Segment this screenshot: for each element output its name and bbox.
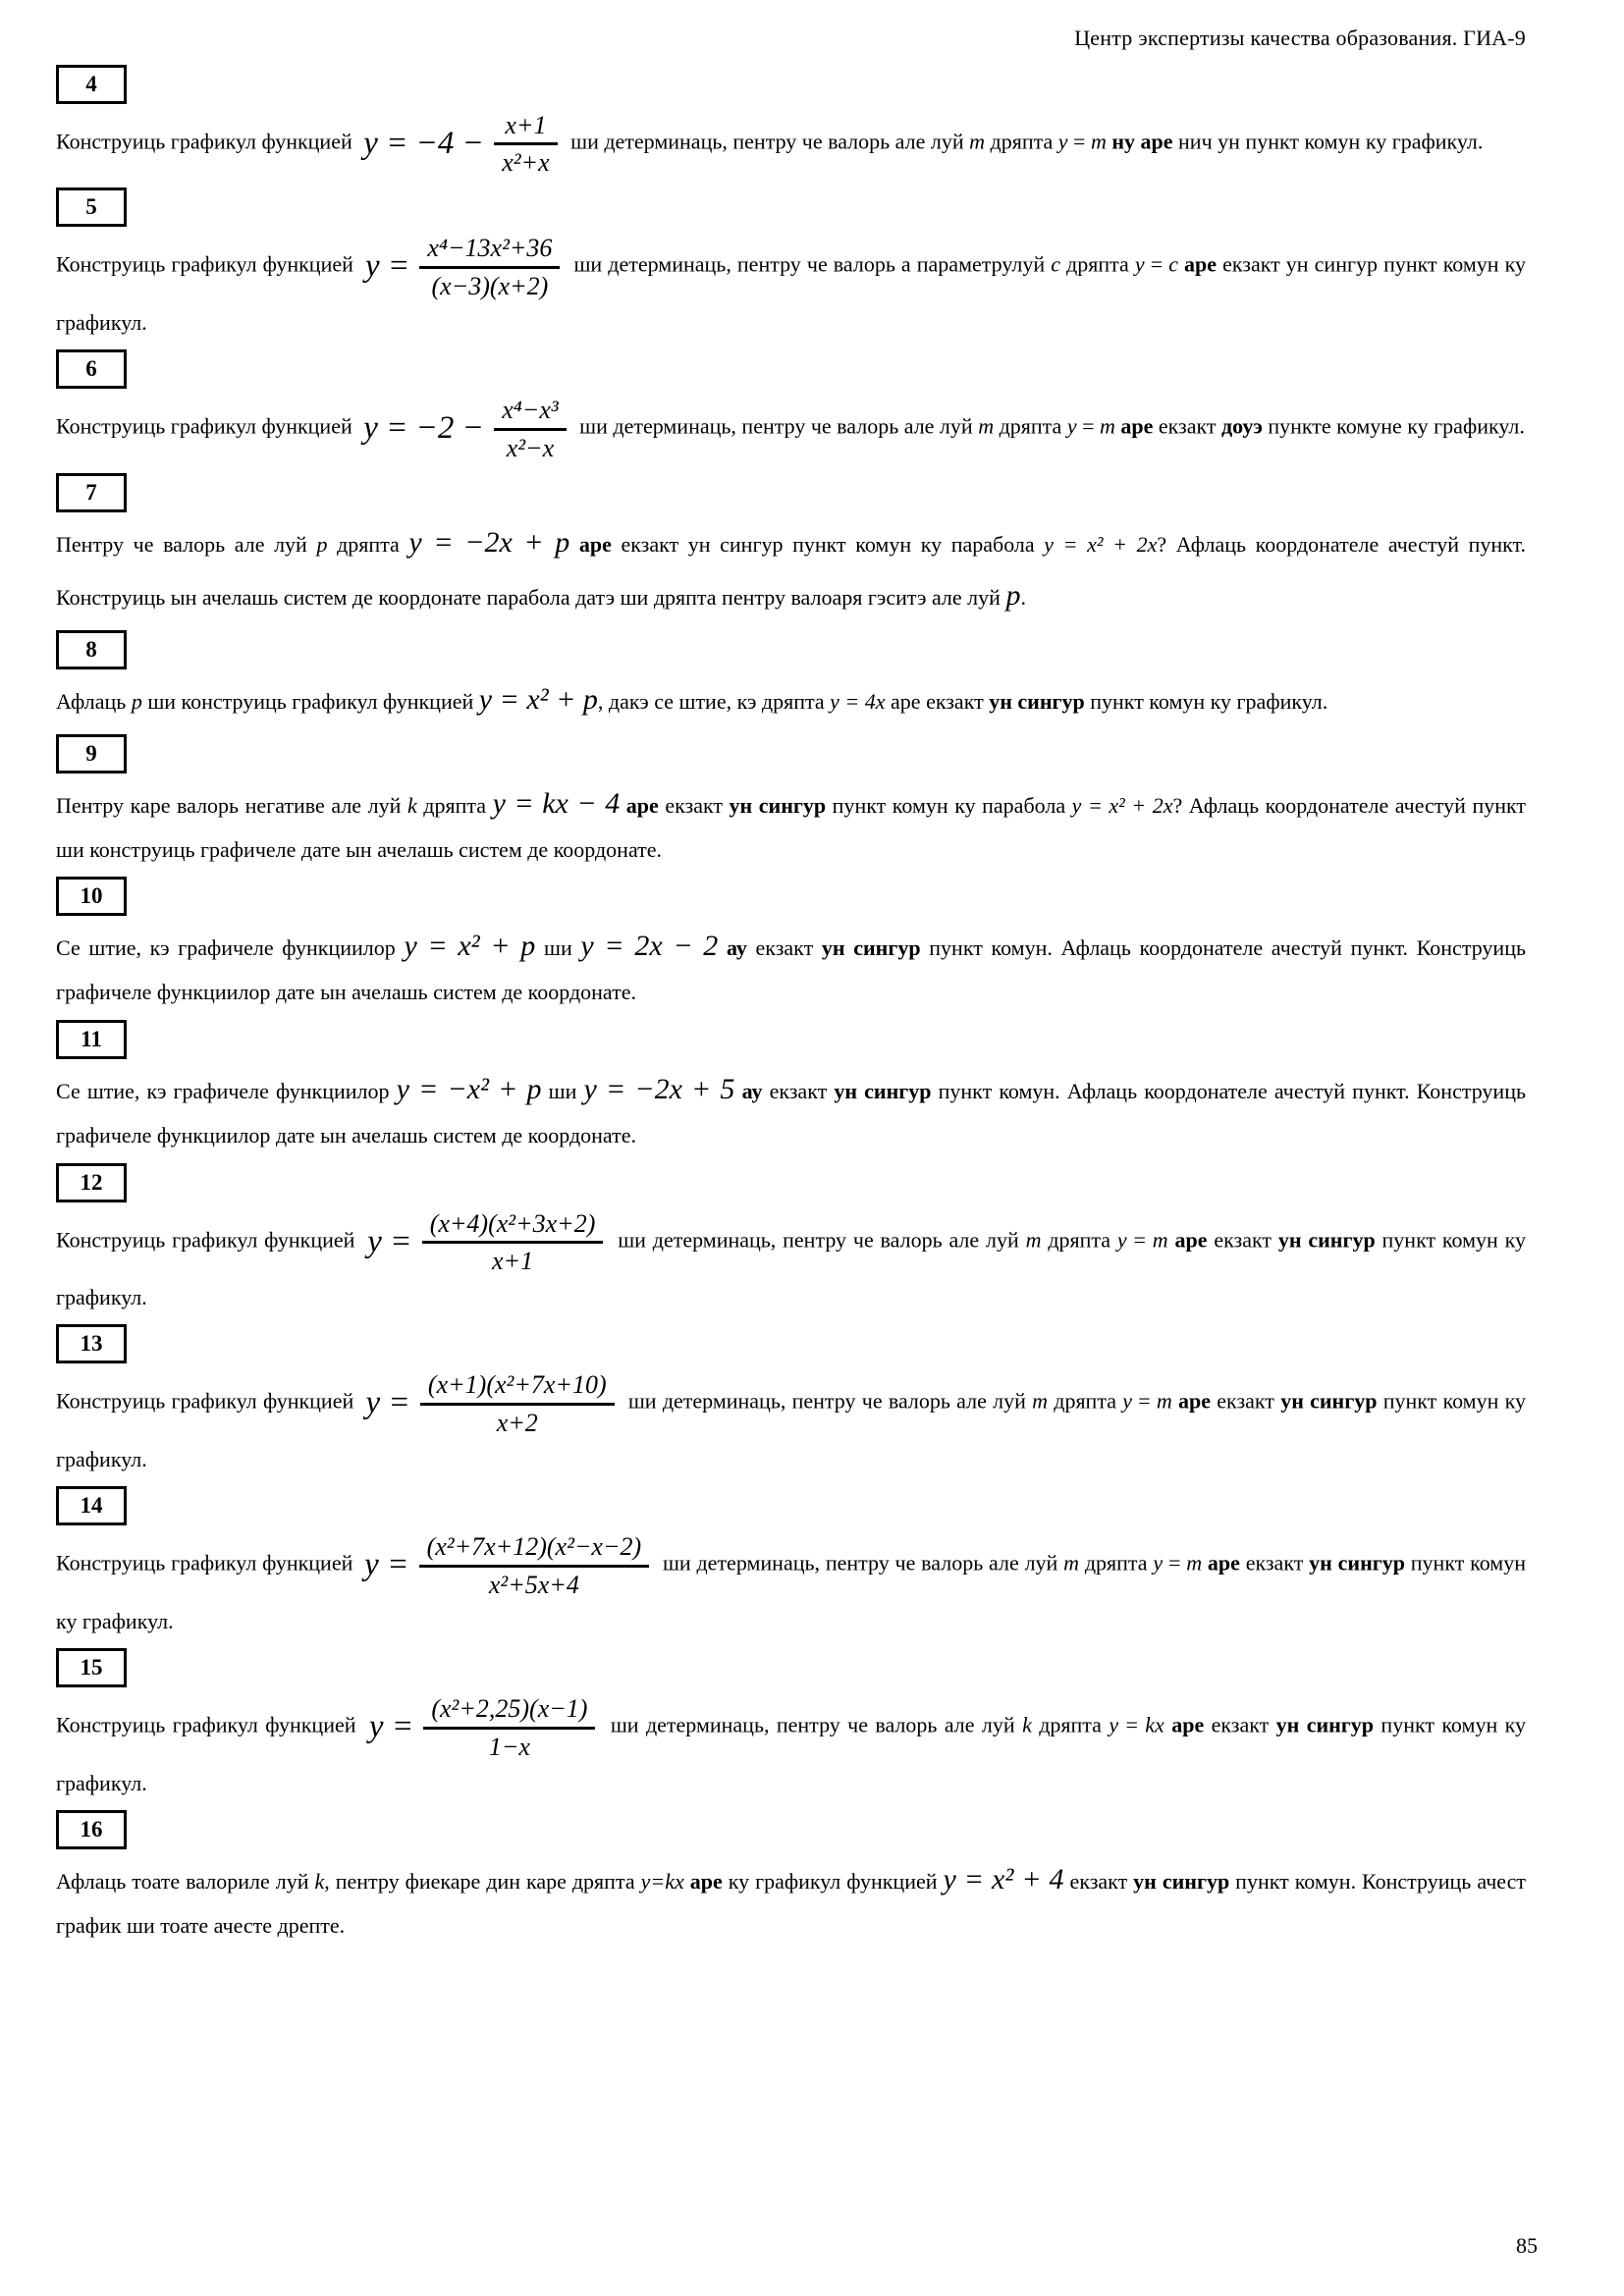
problem-text <box>56 108 1526 180</box>
problem-number: 4 <box>85 72 97 96</box>
text-run-italic: y <box>1066 414 1077 440</box>
math-formula <box>363 110 559 178</box>
text-run-formula: y = x² + p <box>478 682 598 716</box>
text-run: Конструиць графикул функцией <box>56 1227 362 1253</box>
text-run: дряпта <box>1048 1389 1123 1415</box>
text-run: Афлаць <box>56 688 132 714</box>
text-run-bold: ун сингур <box>1309 1551 1405 1576</box>
problem-text <box>56 1206 1526 1317</box>
fraction <box>419 1531 650 1599</box>
formula-prefix: y = <box>368 1709 422 1745</box>
text-run-bold: ун сингур <box>989 688 1085 714</box>
text-run-italic: y = x² + 2x <box>1044 531 1158 557</box>
formula-prefix: y = <box>367 1223 420 1259</box>
text-run-italic: y <box>1122 1389 1132 1415</box>
problem-text <box>56 1853 1526 1946</box>
text-run: пункт комун ку графикул. <box>56 1389 1526 1471</box>
math-formula <box>364 1531 651 1599</box>
text-run-italic: k <box>406 792 417 818</box>
text-run-bold: аре <box>1174 1227 1208 1253</box>
text-run-italic: y <box>1153 1551 1164 1576</box>
problem-number: 15 <box>80 1655 103 1681</box>
text-run-bold: аре <box>689 1869 723 1895</box>
text-run-bold: аре <box>1120 414 1154 440</box>
text-run: Конструиць графикул функцией <box>56 1713 363 1738</box>
problem-4 <box>56 65 1526 180</box>
text-run: екзакт <box>1207 1227 1278 1253</box>
text-run: екзакт <box>762 1078 835 1103</box>
text-run: екзакт <box>1153 414 1222 440</box>
fraction <box>494 395 566 462</box>
problem-number-box <box>56 1810 127 1849</box>
text-run-italic: y = x² + 2x <box>1071 792 1173 818</box>
text-run-italic: m <box>1152 1227 1168 1253</box>
text-run: пункт комун. Конструиць ачест график ши тоате ачесте дрепте. <box>56 1869 1526 1939</box>
text-run-formula: p <box>1005 578 1021 612</box>
problem-number-box <box>56 1163 127 1202</box>
problem-number-box <box>56 65 127 104</box>
text-run <box>569 532 579 557</box>
text-run <box>734 1079 741 1103</box>
text-run: Се штие, кэ графичеле функциилор <box>56 1078 397 1103</box>
text-run-bold: аре <box>1171 1713 1205 1738</box>
text-run: пункт комун. Афлаць коордонателе ачестуй пункт. Конструиць графичеле функциилор дате ын ачелашь систем де коордонате. <box>56 1078 1527 1148</box>
text-run: дряпта <box>1079 1551 1154 1576</box>
text-run-italic: y <box>1116 1227 1127 1253</box>
text-run-italic: m <box>1100 414 1115 440</box>
problem-number: 11 <box>81 1026 102 1051</box>
fraction-numerator: (x+4)(x²+3x+2) <box>422 1208 604 1244</box>
text-run-formula: y = −2x + p <box>408 525 570 559</box>
text-run-bold: аре <box>578 531 612 557</box>
text-run: Конструиць графикул функцией <box>56 129 358 154</box>
text-run: , дакэ се штие, кэ дряпта <box>597 688 831 714</box>
page-number: 85 <box>1516 2233 1538 2258</box>
text-run: Конструиць графикул функцией <box>56 414 358 440</box>
text-run-italic: m <box>969 129 986 154</box>
text-run <box>1168 1227 1175 1252</box>
problem-number-box <box>56 630 127 669</box>
text-run-formula: y = x² + 4 <box>943 1863 1064 1896</box>
text-run: пункт комун ку графикул. <box>1084 688 1328 714</box>
fraction <box>423 1693 595 1761</box>
problem-text <box>56 1529 1526 1640</box>
text-run: екзакт <box>1063 1869 1134 1895</box>
text-run: пункте комуне ку графикул. <box>1262 414 1525 440</box>
problem-7 <box>56 473 1526 622</box>
problem-text <box>56 1367 1526 1478</box>
math-formula <box>366 1369 617 1437</box>
problem-number: 13 <box>80 1331 103 1357</box>
problem-number: 10 <box>80 883 103 909</box>
text-run-italic: y <box>1134 252 1145 278</box>
fraction-denominator: x²−x <box>506 433 555 462</box>
fraction-denominator: x²+x <box>502 148 550 178</box>
text-run: екзакт ун сингур пункт комун ку графикул. <box>56 252 1526 335</box>
problem-5 <box>56 187 1526 342</box>
text-run: пункт комун ку графикул. <box>56 1551 1526 1633</box>
problem-number: 6 <box>85 356 97 382</box>
problem-number-box <box>56 1324 127 1363</box>
fraction-numerator: (x+1)(x²+7x+10) <box>420 1369 615 1405</box>
text-run-bold: ун сингур <box>1275 1713 1375 1738</box>
text-run: ши конструиць графикул функцией <box>141 688 479 714</box>
text-run: Конструиць графикул функцией <box>56 252 359 278</box>
text-run: екзакт ун сингур пункт комун ку парабола <box>611 531 1045 557</box>
text-run: = <box>1144 252 1169 278</box>
text-run: , пентру фиекаре дин каре дряпта <box>324 1869 641 1895</box>
text-run-bold: аре <box>625 792 659 818</box>
problem-number: 7 <box>85 479 97 505</box>
text-run: екзакт <box>1211 1389 1281 1415</box>
fraction-denominator: (x−3)(x+2) <box>431 271 549 300</box>
text-run-italic: k <box>1022 1713 1032 1738</box>
text-run-italic: c <box>1051 252 1060 278</box>
problem-text <box>56 1691 1526 1802</box>
text-run: дряпта <box>327 531 409 557</box>
problems-list <box>56 65 1526 1946</box>
text-run: . <box>1020 584 1026 610</box>
problem-10 <box>56 877 1526 1012</box>
text-run-italic: y <box>1109 1713 1119 1738</box>
fraction <box>494 110 557 178</box>
text-run: пункт комун ку графикул. <box>56 1713 1526 1795</box>
text-run-bold: ун сингур <box>1280 1389 1378 1415</box>
text-run: ши детерминаць, пентру че валорь а параметрулуй <box>568 252 1052 278</box>
text-run-italic: m <box>1156 1389 1172 1415</box>
text-run: екзакт <box>1204 1713 1276 1738</box>
problem-text <box>56 231 1526 342</box>
problem-9 <box>56 734 1526 870</box>
text-run-italic: m <box>1032 1389 1048 1415</box>
formula-prefix: y = <box>364 248 418 285</box>
text-run: ши детерминаць, пентру че валорь але луй <box>603 1713 1023 1738</box>
problem-number-box <box>56 349 127 389</box>
text-run: ши детерминаць, пентру че валорь але луй <box>573 414 979 440</box>
fraction-numerator: x⁴−13x²+36 <box>419 233 560 268</box>
text-run: екзакт <box>1239 1551 1310 1576</box>
text-run: пункт комун ку графикул. <box>56 1227 1526 1309</box>
problem-number: 8 <box>85 636 97 662</box>
math-formula <box>367 1208 605 1276</box>
text-run-bold: ун сингур <box>1133 1869 1230 1895</box>
text-run-bold: доуэ <box>1221 414 1263 440</box>
problem-14 <box>56 1486 1526 1640</box>
text-run: пункт комун ку парабола <box>826 792 1072 818</box>
text-run <box>718 935 727 960</box>
formula-prefix: y = <box>365 1385 418 1421</box>
text-run-italic: kx <box>1145 1713 1164 1738</box>
text-run: = <box>1067 129 1091 154</box>
fraction-numerator: (x²+7x+12)(x²−x−2) <box>419 1531 650 1567</box>
fraction-numerator: x⁴−x³ <box>494 395 566 430</box>
text-run: екзакт <box>746 935 822 961</box>
problem-text <box>56 777 1526 870</box>
text-run: Пентру че валорь але луй <box>56 531 317 557</box>
page-header: Центр экспертизы качества образования. ГИА-9 <box>1074 26 1526 50</box>
text-run-bold: аре <box>1207 1551 1240 1576</box>
problem-number-box <box>56 734 127 774</box>
problem-number: 16 <box>80 1817 103 1842</box>
text-run-formula: y = x² + p <box>404 930 536 963</box>
text-run-bold: ун сингур <box>1277 1227 1376 1253</box>
text-run-formula: y = kx − 4 <box>492 786 621 820</box>
text-run-bold: аре <box>1184 252 1218 278</box>
problem-13 <box>56 1324 1526 1478</box>
problem-number: 5 <box>85 194 97 220</box>
problem-12 <box>56 1163 1526 1317</box>
problem-6 <box>56 349 1526 464</box>
text-run: дряпта <box>985 129 1058 154</box>
text-run: = <box>1126 1227 1153 1253</box>
problem-number-box <box>56 1486 127 1525</box>
problem-number-box <box>56 473 127 512</box>
fraction-denominator: x+1 <box>491 1246 534 1275</box>
text-run-bold: аре <box>1178 1389 1212 1415</box>
text-run: ши детерминаць, пентру че валорь але луй <box>611 1227 1026 1253</box>
text-run-italic: m <box>1063 1551 1080 1576</box>
text-run: ? Афлаць коордонателе ачестуй пункт ши конструиць графичеле дате ын ачелашь систем де коордонате. <box>56 792 1527 862</box>
text-run-italic: p <box>131 688 142 714</box>
text-run: = <box>1118 1713 1146 1738</box>
text-run: Се штие, кэ графичеле функциилор <box>56 935 405 961</box>
text-run: дряпта <box>994 414 1067 440</box>
text-run-bold: ун сингур <box>834 1078 932 1103</box>
text-run: = <box>1132 1389 1157 1415</box>
problem-number-box <box>56 877 127 916</box>
text-run: = <box>1076 414 1100 440</box>
text-run: пункт комун. Афлаць коордонателе ачестуй пункт. Конструиць графичеле функциилор дате ын ачелашь систем де коордонате. <box>56 935 1526 1005</box>
text-run: дряпта <box>1031 1713 1110 1738</box>
text-run: ши детерминаць, пентру че валорь але луй <box>657 1551 1064 1576</box>
text-run-bold: ну аре <box>1111 129 1173 154</box>
fraction-denominator: x²+5x+4 <box>488 1570 579 1599</box>
text-run: Афлаць тоате валориле луй <box>56 1869 315 1895</box>
text-run-italic: y = 4x <box>830 688 886 714</box>
math-formula <box>363 395 568 462</box>
text-run: Конструиць графикул функцией <box>56 1551 359 1576</box>
fraction <box>422 1208 604 1276</box>
fraction-denominator: x+2 <box>496 1408 538 1437</box>
fraction <box>420 1369 615 1437</box>
text-run-italic: k <box>314 1869 325 1895</box>
text-run: дряпта <box>416 792 493 818</box>
problem-16 <box>56 1810 1526 1946</box>
text-run: ши <box>535 935 581 961</box>
formula-prefix: y = −4 − <box>363 125 493 161</box>
text-run-italic: m <box>1186 1551 1203 1576</box>
text-run-italic: c <box>1168 252 1178 278</box>
text-run: ку графикул функцией <box>722 1869 944 1895</box>
problem-text <box>56 516 1526 622</box>
problem-text <box>56 393 1526 464</box>
text-run: ши <box>541 1078 584 1103</box>
problem-15 <box>56 1648 1526 1802</box>
fraction-numerator: (x²+2,25)(x−1) <box>423 1693 595 1729</box>
problem-number-box <box>56 1648 127 1687</box>
text-run: ши детерминаць, пентру че валорь але луй <box>622 1389 1033 1415</box>
text-run-formula: y = 2x − 2 <box>580 930 719 963</box>
text-run: Пентру каре валорь негативе але луй <box>56 792 407 818</box>
formula-prefix: y = <box>364 1547 417 1583</box>
formula-prefix: y = −2 − <box>363 410 493 447</box>
text-run-italic: m <box>978 414 995 440</box>
text-run: ши детерминаць, пентру че валорь але луй <box>565 129 970 154</box>
text-run-bold: ау <box>741 1078 763 1103</box>
problem-number: 12 <box>80 1169 103 1195</box>
problem-number-box <box>56 187 127 227</box>
problem-number: 9 <box>85 740 97 766</box>
text-run: дряпта <box>1041 1227 1117 1253</box>
text-run-formula: y = −2x + 5 <box>583 1072 735 1105</box>
problem-text <box>56 673 1526 726</box>
fraction-denominator: 1−x <box>488 1732 530 1761</box>
text-run-formula: y = −x² + p <box>396 1072 542 1105</box>
text-run-italic: y <box>1057 129 1068 154</box>
text-run: аре екзакт <box>885 688 990 714</box>
text-run-italic: y=kx <box>640 1869 684 1895</box>
text-run: = <box>1163 1551 1187 1576</box>
text-run-bold: ун сингур <box>729 792 827 818</box>
problem-number: 14 <box>80 1493 103 1519</box>
text-run-bold: ау <box>726 935 747 961</box>
text-run-bold: ун сингур <box>821 935 921 961</box>
problem-text <box>56 920 1526 1012</box>
problem-8 <box>56 630 1526 726</box>
problem-11 <box>56 1020 1526 1155</box>
fraction <box>419 233 560 300</box>
text-run-italic: p <box>316 531 328 557</box>
text-run-italic: m <box>1025 1227 1042 1253</box>
math-formula <box>365 233 562 300</box>
text-run: екзакт <box>658 792 730 818</box>
text-run-italic: m <box>1090 129 1107 154</box>
text-run: нич ун пункт комун ку графикул. <box>1172 129 1484 154</box>
text-run: дряпта <box>1059 252 1135 278</box>
math-formula <box>369 1693 598 1761</box>
problem-number-box <box>56 1020 127 1059</box>
problem-text <box>56 1063 1526 1155</box>
text-run: ? Афлаць коордонателе ачестуй пункт. Конструиць ын ачелашь систем де коордонате парабола датэ ши дряпта пентру валоаря гэситэ але луй <box>56 531 1526 610</box>
text-run: Конструиць графикул функцией <box>56 1389 360 1415</box>
fraction-numerator: x+1 <box>494 110 557 145</box>
